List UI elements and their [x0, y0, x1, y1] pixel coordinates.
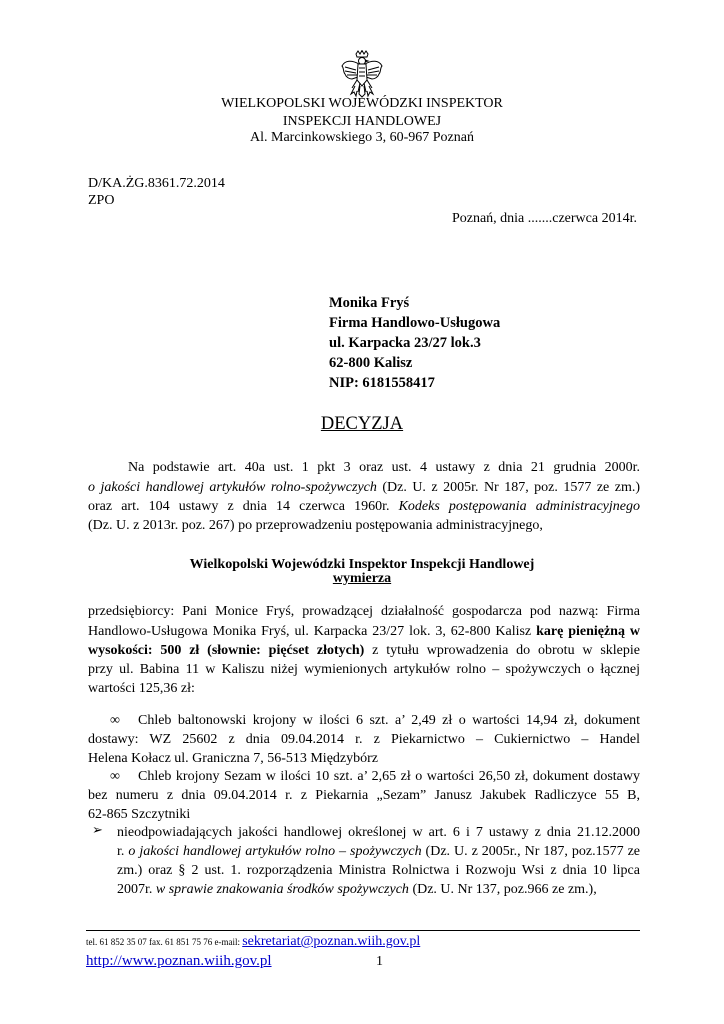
criteria-act-title: o jakości handlowej artykułów rolno – spożywczych — [128, 844, 422, 859]
body-line2 — [88, 622, 640, 642]
criteria-line2-a: r. — [117, 844, 129, 859]
office-name-line2: INSPEKCJI HANDLOWEJ — [282, 114, 442, 129]
basis-line2-text: (Dz. U. z 2005r. Nr 187, poz. 1577 ze zm.) — [376, 480, 640, 495]
footer-contact — [86, 934, 420, 950]
footer-divider — [86, 930, 640, 931]
infinity-bullet-icon: ∞ — [110, 713, 120, 728]
body-line3 — [88, 641, 640, 661]
basis-line1 — [88, 458, 640, 478]
authority-action: wymierza — [332, 571, 392, 586]
basis-code-title: Kodeks postępowania administracyjnego — [398, 499, 640, 514]
body-line1: przedsiębiorcy: Pani Monice Fryś, prowadzącej działalność gospodarcza pod nazwą: Firma — [88, 604, 640, 619]
arrow-bullet-icon: ➢ — [92, 822, 103, 837]
office-address: Al. Marcinkowskiego 3, 60-967 Poznań — [250, 130, 474, 145]
criteria-line4-b: (Dz. U. Nr 137, poz.966 ze zm.), — [408, 882, 597, 897]
basis-line2 — [88, 478, 640, 498]
decision-title: DECYZJA — [320, 414, 404, 434]
footer-email-link[interactable]: sekretariat@poznan.wiih.gov.pl — [242, 934, 421, 949]
body-line5: wartości 125,36 zł: — [88, 681, 195, 696]
penalty-label: karę pieniężną w — [536, 624, 640, 639]
criteria-line4-a: 2007r. — [117, 882, 156, 897]
footer-phone-fax: tel. 61 852 35 07 fax. 61 851 75 76 e-mail: — [86, 937, 243, 947]
criteria-line3: zm.) oraz § 2 ust. 1. rozporządzenia Ministra Rolnictwa i Rozwoju Wsi z dnia 10 lipca — [117, 863, 640, 878]
item-1-line1 — [88, 711, 640, 731]
polish-eagle-emblem — [340, 50, 384, 98]
criteria-line2 — [117, 842, 640, 862]
reference-number: D/KA.ŻG.8361.72.2014 — [88, 176, 225, 191]
recipient-company: Firma Handlowo-Usługowa — [329, 315, 501, 331]
basis-line4: (Dz. U. z 2013r. poz. 267) po przeprowadzeniu postępowania administracyjnego, — [88, 518, 543, 533]
recipient-nip: NIP: 6181558417 — [329, 375, 435, 391]
basis-line3 — [88, 497, 640, 517]
criteria-line1: nieodpowiadających jakości handlowej określonej w art. 6 i 7 ustawy z dnia 21.12.2000 — [117, 825, 640, 840]
recipient-name: Monika Fryś — [329, 295, 410, 311]
reference-unit: ZPO — [88, 193, 115, 208]
criteria-line2-b: (Dz. U. z 2005r., Nr 187, poz.1577 ze — [421, 844, 641, 859]
body-line3-text: z tytułu wprowadzenia do obrotu w sklepie — [364, 643, 640, 658]
item-1-text1: Chleb baltonowski krojony w ilości 6 szt. a’ 2,49 zł o wartości 14,94 zł, dokument — [137, 713, 640, 728]
penalty-amount: wysokości: 500 zł (słownie: pięćset złotych) — [88, 643, 365, 658]
basis-line3-text: oraz art. 104 ustawy z dnia 14 czerwca 1960r. — [88, 499, 399, 514]
criteria-line4 — [117, 880, 640, 900]
item-2-text1: Chleb krojony Sezam w ilości 10 szt. a’ 2,65 zł o wartości 26,50 zł, dokument dostawy — [137, 769, 640, 784]
footer-website-link[interactable]: http://www.poznan.wiih.gov.pl — [86, 953, 272, 969]
recipient-city: 62-800 Kalisz — [329, 355, 413, 371]
office-name-line1: WIELKOPOLSKI WOJEWÓDZKI INSPEKTOR — [221, 96, 503, 111]
basis-line1-text: Na podstawie art. 40a ust. 1 pkt 3 oraz ust. 4 ustawy z dnia 21 grudnia 2000r. — [128, 460, 640, 475]
authority-name: Wielkopolski Wojewódzki Inspektor Inspekcji Handlowej — [189, 557, 535, 572]
place-date: Poznań, dnia .......czerwca 2014r. — [451, 211, 637, 226]
item-2-line1 — [88, 767, 640, 787]
basis-act-title: o jakości handlowej artykułów rolno-spożywczych — [88, 480, 377, 495]
item-1-line2: dostawy: WZ 25602 z dnia 09.04.2014 r. z Piekarnictwo – Cukiernictwo – Handel — [88, 732, 640, 747]
item-1-line3: Helena Kołacz ul. Graniczna 7, 56-513 Międzybórz — [88, 751, 378, 766]
recipient-street: ul. Karpacka 23/27 lok.3 — [329, 335, 481, 351]
infinity-bullet-icon: ∞ — [110, 769, 120, 784]
item-2-line2: bez numeru z dnia 09.04.2014 r. z Piekarnia „Sezam” Janusz Jakubek Radliczyce 55 B, — [88, 788, 640, 803]
page-number: 1 — [376, 954, 383, 969]
body-line2-text: Handlowo-Usługowa Monika Fryś, ul. Karpacka 23/27 lok. 3, 62-800 Kalisz — [88, 624, 537, 639]
item-2-line3: 62-865 Szczytniki — [88, 807, 191, 822]
criteria-regulation-title: w sprawie znakowania środków spożywczych — [155, 882, 409, 897]
body-line4: przy ul. Babina 11 w Kaliszu niżej wymienionych artykułów rolno – spożywczych o łącznej — [88, 662, 640, 677]
